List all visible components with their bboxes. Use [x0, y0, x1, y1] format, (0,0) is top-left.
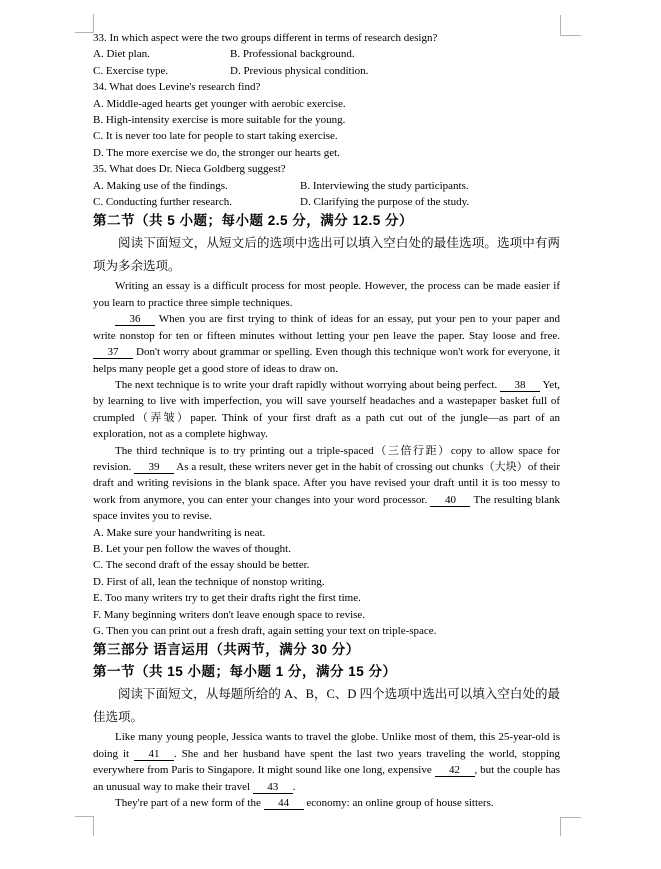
- options-35-ab-left: A. Making use of the findings.: [93, 179, 228, 192]
- cloze-option-c: C. The second draft of the essay should be better.: [93, 559, 310, 572]
- question-33: 33. In which aspect were the two groups different in terms of research design?: [93, 32, 438, 44]
- options-33-ab-left: A. Diet plan.: [93, 48, 150, 61]
- crop-mark-bottom-right: [560, 817, 581, 836]
- option-34-d: D. The more exercise we do, the stronger our hearts get.: [93, 146, 340, 159]
- cloze-paragraph-2: 36 When you are first trying to think of ideas for an essay, put your pen to your paper and write nonstop for ten or fifteen minutes without letting your pen leave the paper. Stay loose and free. 37 Don't worry about grammar or spelling. Even though this technique won't work for everyone, it helps many people get a good store of ideas to draw on.: [93, 313, 560, 375]
- options-35-cd: [93, 194, 560, 210]
- blank-41: 41: [134, 749, 174, 761]
- option-34-c: C. It is never too late for people to start taking exercise.: [93, 130, 338, 143]
- cloze-paragraph-1: Writing an essay is a difficult process for most people. However, the process can be made easier if you learn to practice three simple techniques.: [93, 280, 560, 309]
- blank-38: 38: [500, 380, 540, 392]
- section-2-instructions: 阅读下面短文，从短文后的选项中选出可以填入空白处的最佳选项。选项中有两项为多余选项。: [93, 236, 560, 274]
- options-33-cd-left: C. Exercise type.: [93, 64, 169, 77]
- options-33-cd-right: D. Previous physical condition.: [230, 64, 369, 77]
- options-33-cd: [93, 63, 560, 79]
- document-body: [93, 30, 560, 811]
- cloze-option-d: D. First of all, lean the technique of nonstop writing.: [93, 575, 325, 588]
- cloze-option-f: F. Many beginning writers don't leave enough space to revise.: [93, 608, 366, 621]
- cloze2-paragraph-2: They're part of a new form of the 44 economy: an online group of house sitters.: [115, 797, 494, 810]
- blank-43: 43: [253, 782, 293, 794]
- section-2-heading: 第二节（共 5 小题；每小题 2.5 分，满分 12.5 分）: [93, 213, 414, 229]
- crop-mark-bottom-left: [75, 816, 94, 836]
- options-33-ab-right: B. Professional background.: [230, 48, 355, 61]
- crop-mark-top-left: [75, 14, 94, 33]
- cloze-option-b: B. Let your pen follow the waves of thought.: [93, 542, 291, 555]
- options-33-ab: [93, 46, 560, 62]
- crop-mark-top-right: [560, 15, 581, 36]
- part-3-section-1-instructions: 阅读下面短文，从每题所给的 A、B，C、D 四个选项中选出可以填入空白处的最佳选项。: [93, 687, 560, 725]
- part-3-section-1-heading: 第一节（共 15 小题；每小题 1 分，满分 15 分）: [93, 664, 397, 680]
- option-34-b: B. High-intensity exercise is more suitable for the young.: [93, 114, 346, 127]
- option-34-a: A. Middle-aged hearts get younger with aerobic exercise.: [93, 97, 346, 110]
- blank-39: 39: [134, 462, 174, 474]
- cloze-option-e: E. Too many writers try to get their drafts right the first time.: [93, 592, 361, 605]
- options-35-cd-left: C. Conducting further research.: [93, 196, 232, 209]
- blank-40: 40: [430, 495, 470, 507]
- cloze-option-g: G. Then you can print out a fresh draft, again setting your text on triple-space.: [93, 625, 437, 637]
- blank-42: 42: [435, 765, 475, 777]
- cloze-paragraph-3: The next technique is to write your draft rapidly without worrying about being perfect. 38 Yet, by learning to live with imperfection, you will save yourself headaches and a wastepaper basket full of crumpled（弄皱）paper. Think of your first draft as a path cut out of the jungle—as part of an exploration, not as a complete highway.: [93, 378, 560, 441]
- options-35-ab: [93, 178, 560, 194]
- part-3-heading: 第三部分 语言运用（共两节，满分 30 分）: [93, 642, 360, 658]
- blank-37: 37: [93, 347, 133, 359]
- options-35-cd-right: D. Clarifying the purpose of the study.: [300, 196, 470, 209]
- question-34: 34. What does Levine's research find?: [93, 81, 261, 94]
- cloze-paragraph-4: The third technique is to try printing out a triple-spaced（三倍行距）copy to allow space for revision. 39 As a result, these writers never get in the habit of crossing out chunks（大块）of their draft and writing revisions in the blank space. After you have revised your draft until it is too messy to work from anymore, you can enter your changes into your word processor. 40 The resulting blank space invites you to revise.: [93, 444, 560, 523]
- cloze2-paragraph-1: Like many young people, Jessica wants to travel the globe. Unlike most of them, this 25-year-old is doing it 41 . She and her husband have spent the last two years traveling the world, stopping everywhere from Paris to Singapore. It might sound like one long, expensive 42 , but the couple has an unusual way to make their travel 43 .: [93, 731, 560, 793]
- question-35: 35. What does Dr. Nieca Goldberg suggest?: [93, 163, 286, 176]
- blank-44: 44: [264, 798, 304, 810]
- options-35-ab-right: B. Interviewing the study participants.: [300, 179, 469, 192]
- blank-36: 36: [115, 314, 155, 326]
- cloze-option-a: A. Make sure your handwriting is neat.: [93, 526, 266, 539]
